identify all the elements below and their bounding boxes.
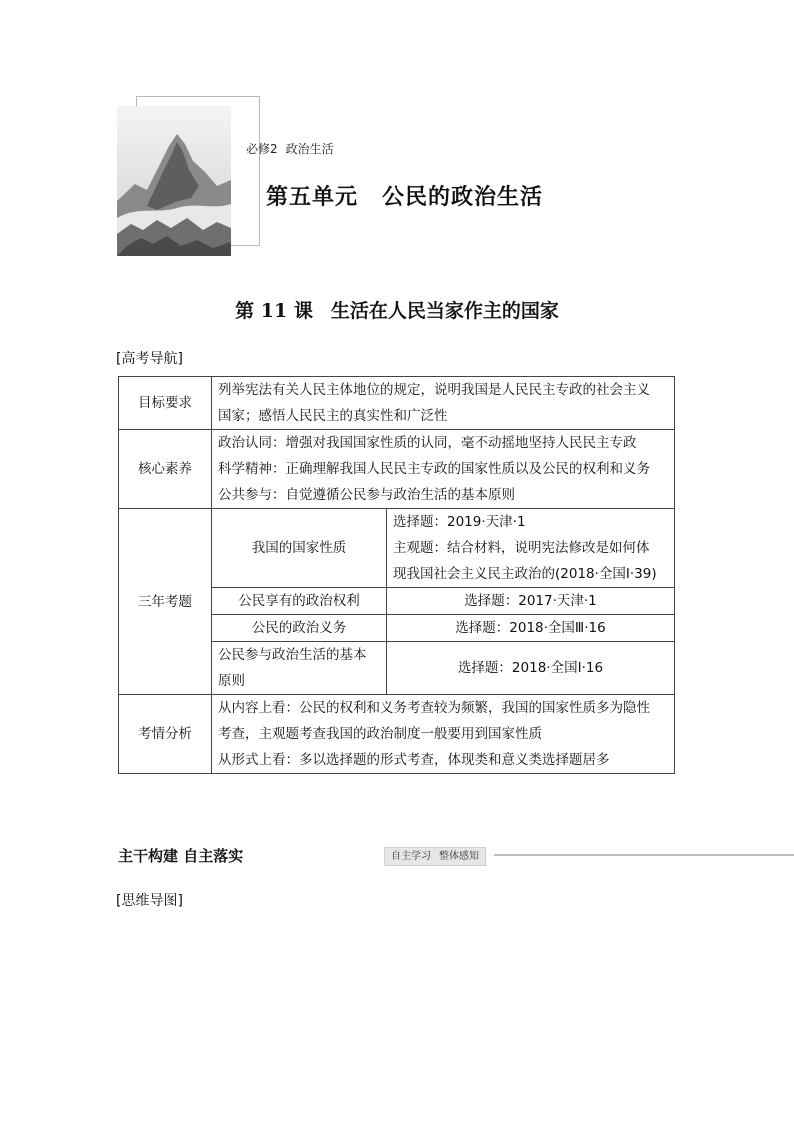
exam-topic: 公民享有的政治权利: [212, 588, 387, 615]
book-label: 必修2: [246, 142, 278, 156]
lesson-number: 第 11 课: [235, 300, 313, 322]
unit-name: 公民的政治生活: [382, 185, 544, 210]
exam-topic: 公民的政治义务: [212, 615, 387, 642]
row-content: 政治认同：增强对我国国家性质的认同，毫不动摇地坚持人民民主专政 科学精神：正确理解我国人民民主专政的国家性质以及公民的权利和义务 公共参与：自觉遵循公民参与政治生活的基本原则: [212, 430, 675, 509]
table-row: [119, 695, 675, 774]
exam-questions: 选择题：2017·天津·1: [387, 588, 675, 615]
exam-topic: 公民参与政治生活的基本 原则: [212, 642, 387, 695]
badge-label-overview: 整体感知: [439, 851, 479, 862]
book-subtitle: [246, 140, 334, 157]
unit-number: 第五单元: [266, 185, 359, 210]
exam-topic: 我国的国家性质: [212, 509, 387, 588]
mountain-landscape-image: [117, 106, 231, 256]
row-head: 三年考题: [119, 509, 212, 695]
badge-label-self-study: 自主学习: [391, 851, 431, 862]
section-badge: [384, 847, 486, 866]
exam-questions: 选择题：2018·全国Ⅲ·16: [387, 615, 675, 642]
row-head: 考情分析: [119, 695, 212, 774]
table-row: [119, 377, 675, 430]
exam-questions: 选择题：2019·天津·1 主观题：结合材料，说明宪法修改是如何体 现我国社会主义民主政治的(2018·全国Ⅰ·39): [387, 509, 675, 588]
exam-questions: 选择题：2018·全国Ⅰ·16: [387, 642, 675, 695]
lesson-title: [0, 296, 794, 323]
lesson-name: 生活在人民当家作主的国家: [330, 300, 559, 322]
exam-guide-table: [118, 376, 675, 774]
table-row: [119, 430, 675, 509]
row-head: 目标要求: [119, 377, 212, 430]
unit-title: [266, 180, 543, 211]
row-content: 列举宪法有关人民主体地位的规定，说明我国是人民民主专政的社会主义 国家；感悟人民民主的真实性和广泛性: [212, 377, 675, 430]
section-banner: [118, 845, 676, 865]
row-content: 从内容上看：公民的权利和义务考查较为频繁，我国的国家性质多为隐性 考查，主观题考查我国的政治制度一般要用到国家性质 从形式上看：多以选择题的形式考查，体现类和意义类选择题居多: [212, 695, 675, 774]
row-head: 核心素养: [119, 430, 212, 509]
mindmap-tag: [思维导图]: [116, 893, 183, 909]
divider: [494, 854, 794, 856]
topic-label: 政治生活: [285, 142, 334, 156]
table-row: [119, 509, 675, 588]
section-title: 主干构建 自主落实: [118, 847, 244, 865]
exam-guide-tag: [高考导航]: [116, 351, 183, 367]
